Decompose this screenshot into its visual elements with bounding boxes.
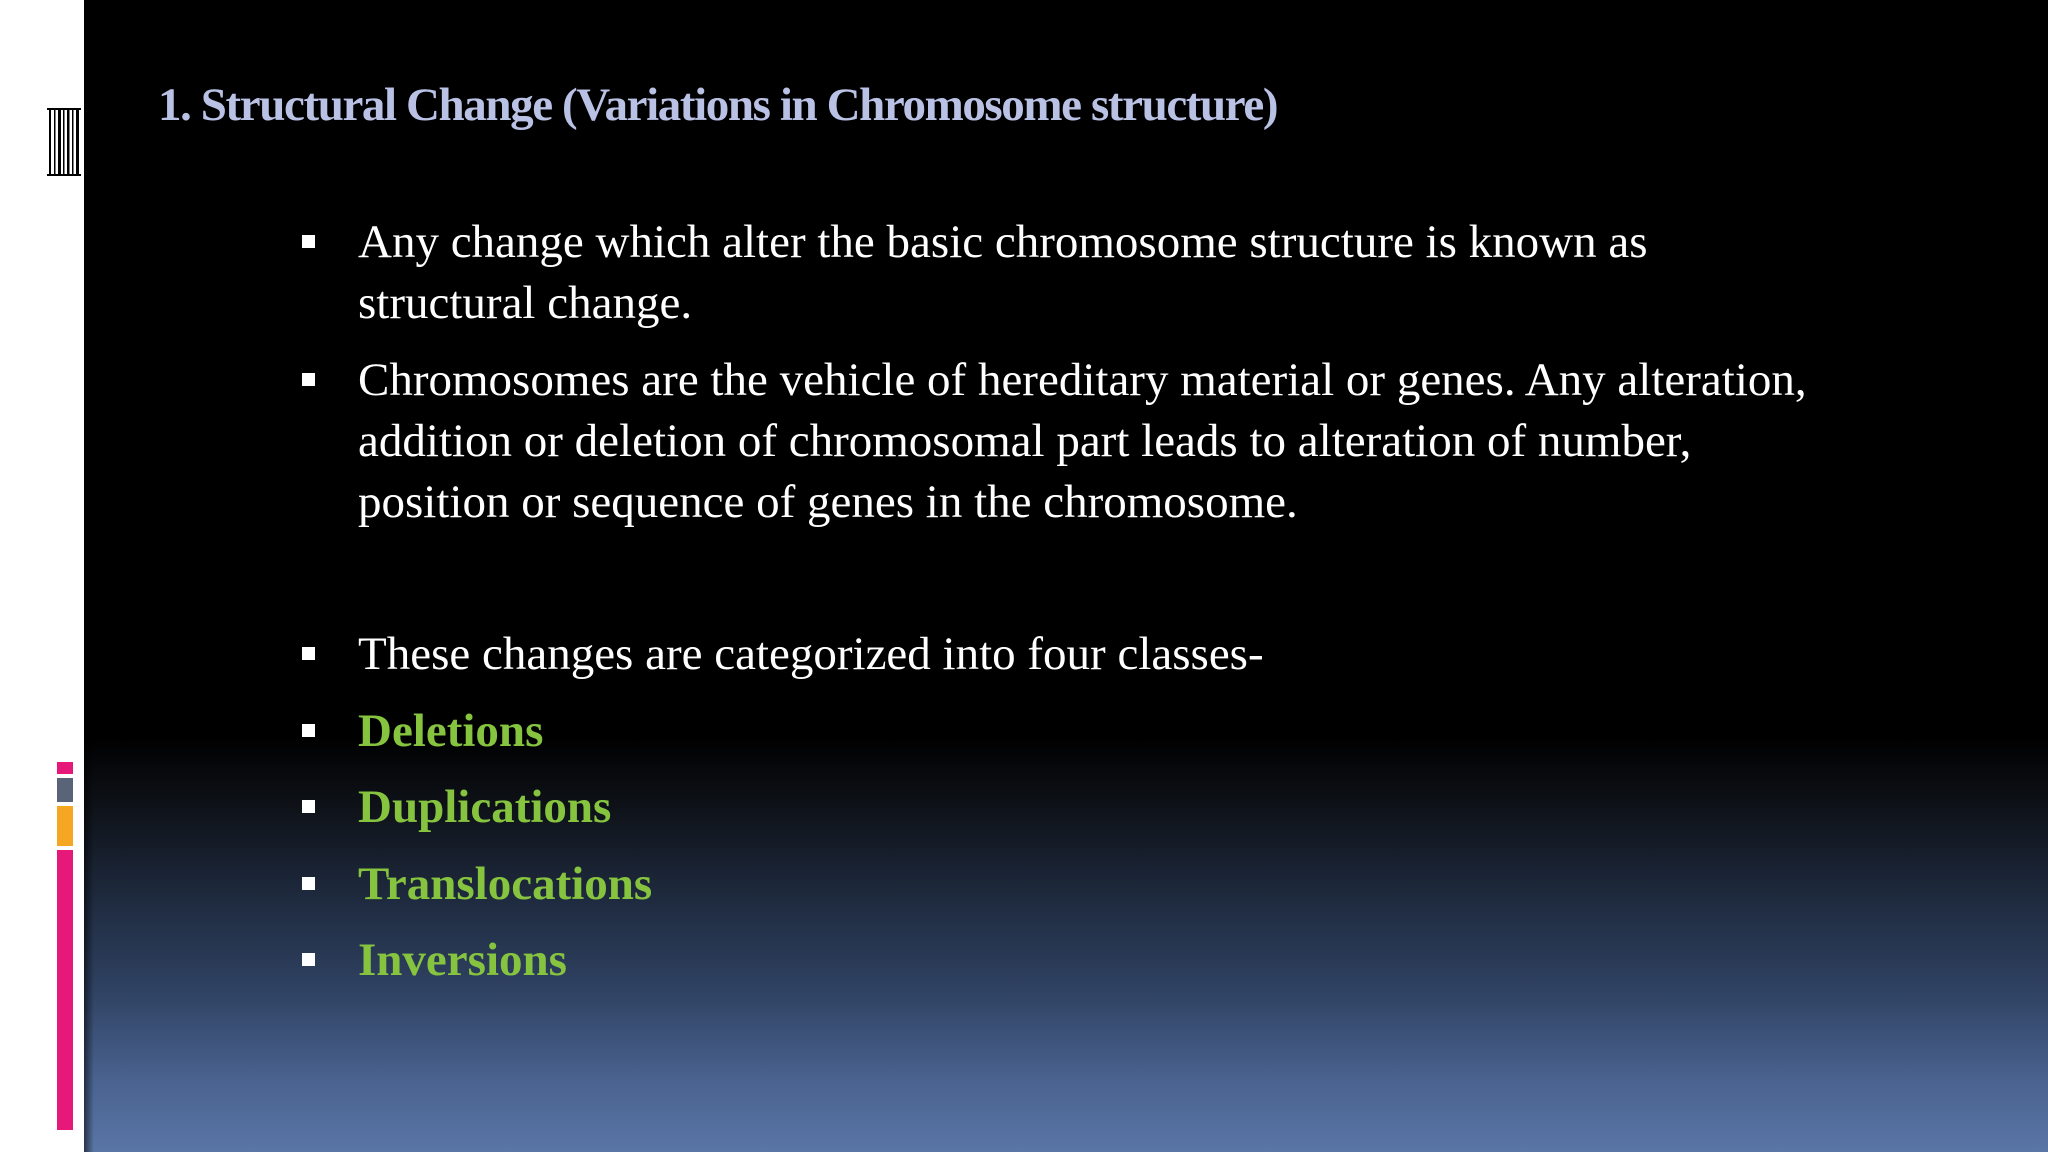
class-item-inversions [302, 930, 2002, 991]
class-label: Inversions [358, 934, 567, 986]
barcode-icon [47, 108, 81, 176]
accent-bar-gray [57, 778, 73, 802]
bullet-text: These changes are categorized into four classes- [358, 628, 1264, 680]
square-bullet-icon [302, 877, 315, 890]
square-bullet-icon [302, 724, 315, 737]
class-label: Translocations [358, 858, 653, 910]
slide-edge-shadow [84, 0, 94, 1152]
square-bullet-icon [302, 800, 315, 813]
class-item-deletions [302, 701, 2002, 762]
square-bullet-icon [302, 235, 315, 248]
square-bullet-icon [302, 373, 315, 386]
bullet-text: Any change which alter the basic chromosome structure is known as structural change. [358, 216, 1648, 329]
bullet-item [302, 350, 2002, 533]
bullet-item [302, 212, 2002, 334]
slide-title: 1. Structural Change (Variations in Chromosome structure) [158, 79, 1278, 131]
accent-bar-pink-top [57, 762, 73, 774]
left-margin [0, 0, 84, 1152]
accent-bar-orange [57, 806, 73, 846]
bullet-item [302, 624, 2002, 685]
square-bullet-icon [302, 953, 315, 966]
accent-bar-pink [57, 850, 73, 1130]
bullet-text: Chromosomes are the vehicle of hereditary material or genes. Any alteration, addition or deletion of chromosomal part leads to alteration of number, position or sequence of genes in the chromosome. [358, 354, 1807, 528]
class-item-duplications [302, 777, 2002, 838]
square-bullet-icon [302, 647, 315, 660]
class-item-translocations [302, 854, 2002, 915]
class-label: Deletions [358, 705, 544, 757]
class-label: Duplications [358, 781, 612, 833]
